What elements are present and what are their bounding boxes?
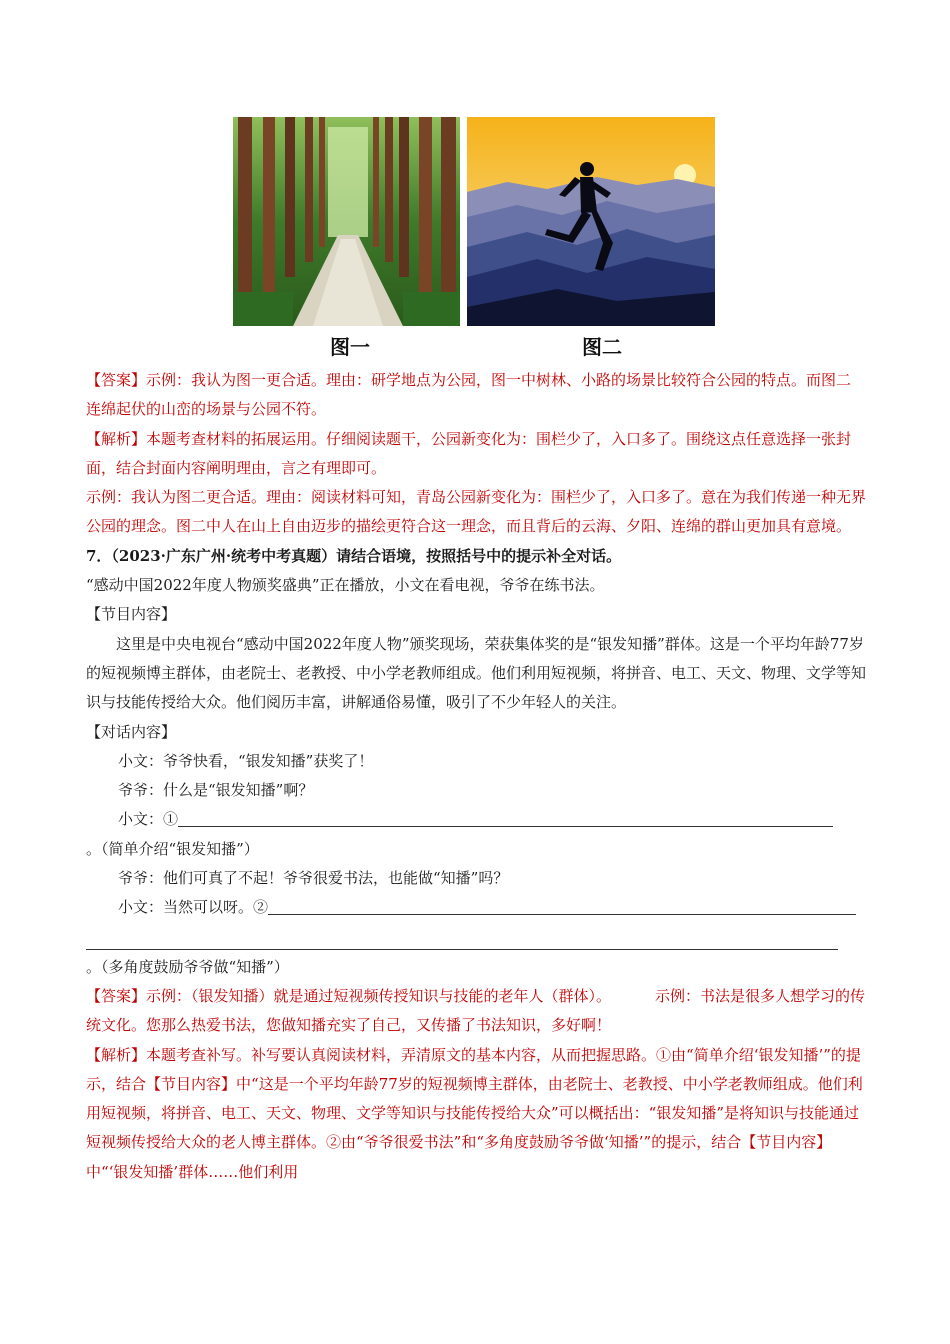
forest-path-image <box>233 117 460 326</box>
q6-analysis <box>86 425 866 484</box>
blank-2-continuation[interactable] <box>86 923 838 950</box>
program-label-ref-1: 【节目内容】 <box>146 1074 237 1093</box>
answer-tag: 【答案】 <box>86 371 147 389</box>
analysis-text: 本题考查材料的拓展运用。仔细阅读题干，公园新变化为：围栏少了，入口多了。围绕这点任意选择一张封面，结合封面内容阐明理由，言之有理即可。 <box>86 429 852 477</box>
runner-sunset-image <box>467 117 715 326</box>
dialogue-line-4: 爷爷：他们可真了不起！爷爷很爱书法，也能做“知播”吗？ <box>118 869 509 888</box>
blank-2[interactable] <box>268 896 856 915</box>
answer-part-2: 示例：书法是很多人想学习的传统文化。您那么热爱书法，您做知播充实了自己，又传播了书法知识，多好啊！ <box>86 986 866 1035</box>
hint-1: 。（简单介绍“银发知播”） <box>86 839 259 858</box>
answer-part-1: 示例：（银发知播）就是通过短视频传授知识与技能的老年人（群体）。 <box>146 986 612 1005</box>
dialogue-line-5 <box>86 893 866 922</box>
q7-heading: 7．（2023·广东广州·统考中考真题）请结合语境，按照括号中的提示补全对话。 <box>86 546 622 565</box>
analysis-a: 本题考查补写。补写要认真阅读材料，弄清原文的基本内容，从而把握思路。①由“简单介绍‘银发知播’”的提示，结合 <box>86 1045 861 1093</box>
dialogue-line-2: 爷爷：什么是“银发知播”啊？ <box>118 781 314 800</box>
answer-text: 示例：我认为图一更合适。理由：研学地点为公园，图一中树林、小路的场景比较符合公园的特点。而图二连绵起伏的山峦的场景与公园不符。 <box>86 371 852 419</box>
program-label: 【节目内容】 <box>86 605 177 624</box>
analysis-c: 中“‘银发知播’群体……他们利用 <box>86 1162 299 1181</box>
q7-analysis <box>86 1041 866 1187</box>
document-body <box>86 366 866 1187</box>
analysis-b: 中“这是一个平均年龄77岁的短视频博主群体，由老院士、老教授、中小学老教师组成。他们利用短视频，将拼音、电工、天文、物理、文学等知识与技能传授给大众”可以概括出：“银发知播”是将知识与技能通过短视频传授给大众的老人博主群体。②由“爷爷很爱书法”和“多角度鼓励爷爷做‘知播’”的提示，结合 <box>86 1074 863 1152</box>
dialogue-line-3 <box>86 805 866 834</box>
q7-answer <box>86 982 866 1041</box>
dialogue-line-3-text: 小文：① <box>118 810 179 829</box>
dialogue-line-5-text: 小文：当然可以呀。② <box>118 898 269 917</box>
q6-example: 示例：我认为图二更合适。理由：阅读材料可知，青岛公园新变化为：围栏少了，入口多了。意在为我们传递一种无界公园的理念。图二中人在山上自由迈步的描绘更符合这一理念，而且背后的云海、夕阳、连绵的群山更加具有意境。 <box>86 488 867 536</box>
q6-answer <box>86 366 866 425</box>
analysis-tag: 【解析】 <box>86 429 147 448</box>
figure-2-caption: 图二 <box>582 335 622 359</box>
program-label-ref-2: 【节目内容】 <box>741 1133 832 1152</box>
q7-intro: “感动中国2022年度人物颁奖盛典”正在播放，小文在看电视，爷爷在练书法。 <box>86 576 605 595</box>
hint-2: 。（多角度鼓励爷爷做“知播”） <box>86 957 289 976</box>
analysis-tag: 【解析】 <box>86 1045 147 1064</box>
figures-row <box>233 117 715 357</box>
dialogue-label: 【对话内容】 <box>86 722 177 741</box>
blank-1[interactable] <box>178 808 833 827</box>
answer-tag: 【答案】 <box>86 986 147 1005</box>
program-text: 这里是中央电视台“感动中国2022年度人物”颁奖现场，荣获集体奖的是“银发知播”群体。这是一个平均年龄77岁的短视频博主群体，由老院士、老教授、中小学老教师组成。他们利用短视频，将拼音、电工、天文、物理、文学等知识与技能传授给大众。他们阅历丰富，讲解通俗易懂，吸引了不少年轻人的关注。 <box>86 634 867 712</box>
dialogue-line-1: 小文：爷爷快看，“银发知播”获奖了！ <box>118 751 374 770</box>
figure-1-caption: 图一 <box>330 335 370 359</box>
